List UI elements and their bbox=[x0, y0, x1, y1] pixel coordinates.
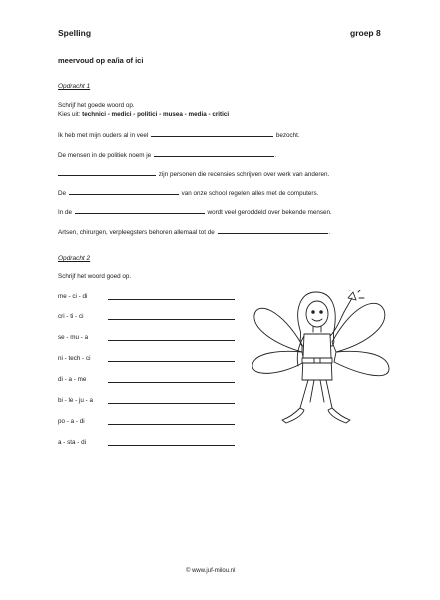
answer-line-8[interactable] bbox=[108, 445, 235, 446]
neck bbox=[313, 327, 321, 332]
syllable-item: a - sta - di bbox=[58, 439, 86, 446]
word-choices bbox=[58, 111, 229, 118]
answer-blank-5[interactable] bbox=[75, 207, 205, 214]
answer-line-7[interactable] bbox=[108, 424, 235, 425]
sentence-3-end: zijn personen die recensies schrijven over werk van anderen. bbox=[158, 171, 330, 178]
syllable-item: ni - tech - ci bbox=[58, 355, 91, 362]
answer-line-1[interactable] bbox=[108, 299, 235, 300]
answer-blank-3[interactable] bbox=[58, 169, 156, 176]
choose-label: Kies uit: bbox=[58, 111, 81, 118]
sentence-5-start: In de bbox=[58, 209, 73, 216]
answer-blank-1[interactable] bbox=[151, 130, 273, 137]
answer-line-3[interactable] bbox=[108, 340, 235, 341]
belt-buckle bbox=[314, 358, 320, 363]
inner-legs bbox=[310, 380, 324, 402]
sentence-2 bbox=[58, 150, 277, 159]
copyright-footer: © www.juf-milou.nl bbox=[186, 568, 236, 574]
sentence-6 bbox=[58, 227, 330, 236]
exercise1-instruction: Schrijf het goede woord op. bbox=[58, 102, 135, 109]
wand-star-icon bbox=[348, 292, 356, 300]
sentence-5-end: wordt veel geroddeld over bekende mensen. bbox=[207, 209, 332, 216]
sentence-4-end: van onze school regelen alles met de computers. bbox=[181, 190, 319, 197]
syllable-item: se - mu - a bbox=[58, 334, 89, 341]
left-lower-wing bbox=[252, 351, 304, 373]
right-eye bbox=[320, 311, 323, 314]
choose-words: technici - medici - politici - musea - media - critici bbox=[82, 111, 230, 118]
exercise1-heading: Opdracht 1 bbox=[58, 83, 91, 90]
right-shoe bbox=[328, 408, 350, 423]
syllable-item: cri - ti - ci bbox=[58, 313, 84, 320]
wand bbox=[344, 298, 352, 312]
syllable-item: di - a - me bbox=[58, 376, 87, 383]
answer-blank-4[interactable] bbox=[69, 188, 179, 195]
syllable-item: po - a - di bbox=[58, 418, 85, 425]
worksheet-subtitle: meervoud op ea/ia of ici bbox=[58, 56, 144, 65]
grade-label: groep 8 bbox=[350, 28, 381, 38]
right-upper-wing bbox=[332, 303, 385, 352]
left-eye bbox=[312, 311, 315, 314]
sentence-6-start: Artsen, chirurgen, verpleegsters behoren allemaal tot de bbox=[58, 229, 215, 236]
answer-line-5[interactable] bbox=[108, 382, 235, 383]
sentence-6-end: . bbox=[328, 229, 331, 236]
legs bbox=[300, 380, 332, 408]
answer-blank-6[interactable] bbox=[218, 227, 328, 234]
sentence-4 bbox=[58, 188, 318, 197]
syllable-item: bi - le - ju - a bbox=[58, 397, 93, 404]
subject-title: Spelling bbox=[58, 28, 92, 38]
left-upper-wing bbox=[254, 308, 302, 352]
fairy-illustration bbox=[252, 290, 392, 450]
sentence-2-end: . bbox=[274, 152, 277, 159]
syllable-item: me - ci - di bbox=[58, 293, 88, 300]
left-shoe bbox=[282, 408, 304, 423]
answer-line-6[interactable] bbox=[108, 403, 235, 404]
exercise2-heading: Opdracht 2 bbox=[58, 255, 91, 262]
right-lower-wing bbox=[334, 351, 389, 375]
sentence-2-start: De mensen in de politiek noem je bbox=[58, 152, 152, 159]
sentence-5 bbox=[58, 207, 332, 216]
exercise2-instruction: Schrijf het woord goed op. bbox=[58, 273, 132, 280]
answer-line-2[interactable] bbox=[108, 319, 235, 320]
answer-line-4[interactable] bbox=[108, 361, 235, 362]
face bbox=[306, 301, 328, 327]
sentence-4-start: De bbox=[58, 190, 67, 197]
sentence-3 bbox=[58, 169, 329, 178]
right-arm bbox=[330, 312, 344, 336]
sentence-1-start: Ik heb met mijn ouders al in veel bbox=[58, 132, 149, 139]
dress bbox=[302, 334, 332, 380]
sentence-1 bbox=[58, 130, 300, 139]
sentence-1-end: bezocht. bbox=[275, 132, 300, 139]
answer-blank-2[interactable] bbox=[154, 150, 274, 157]
